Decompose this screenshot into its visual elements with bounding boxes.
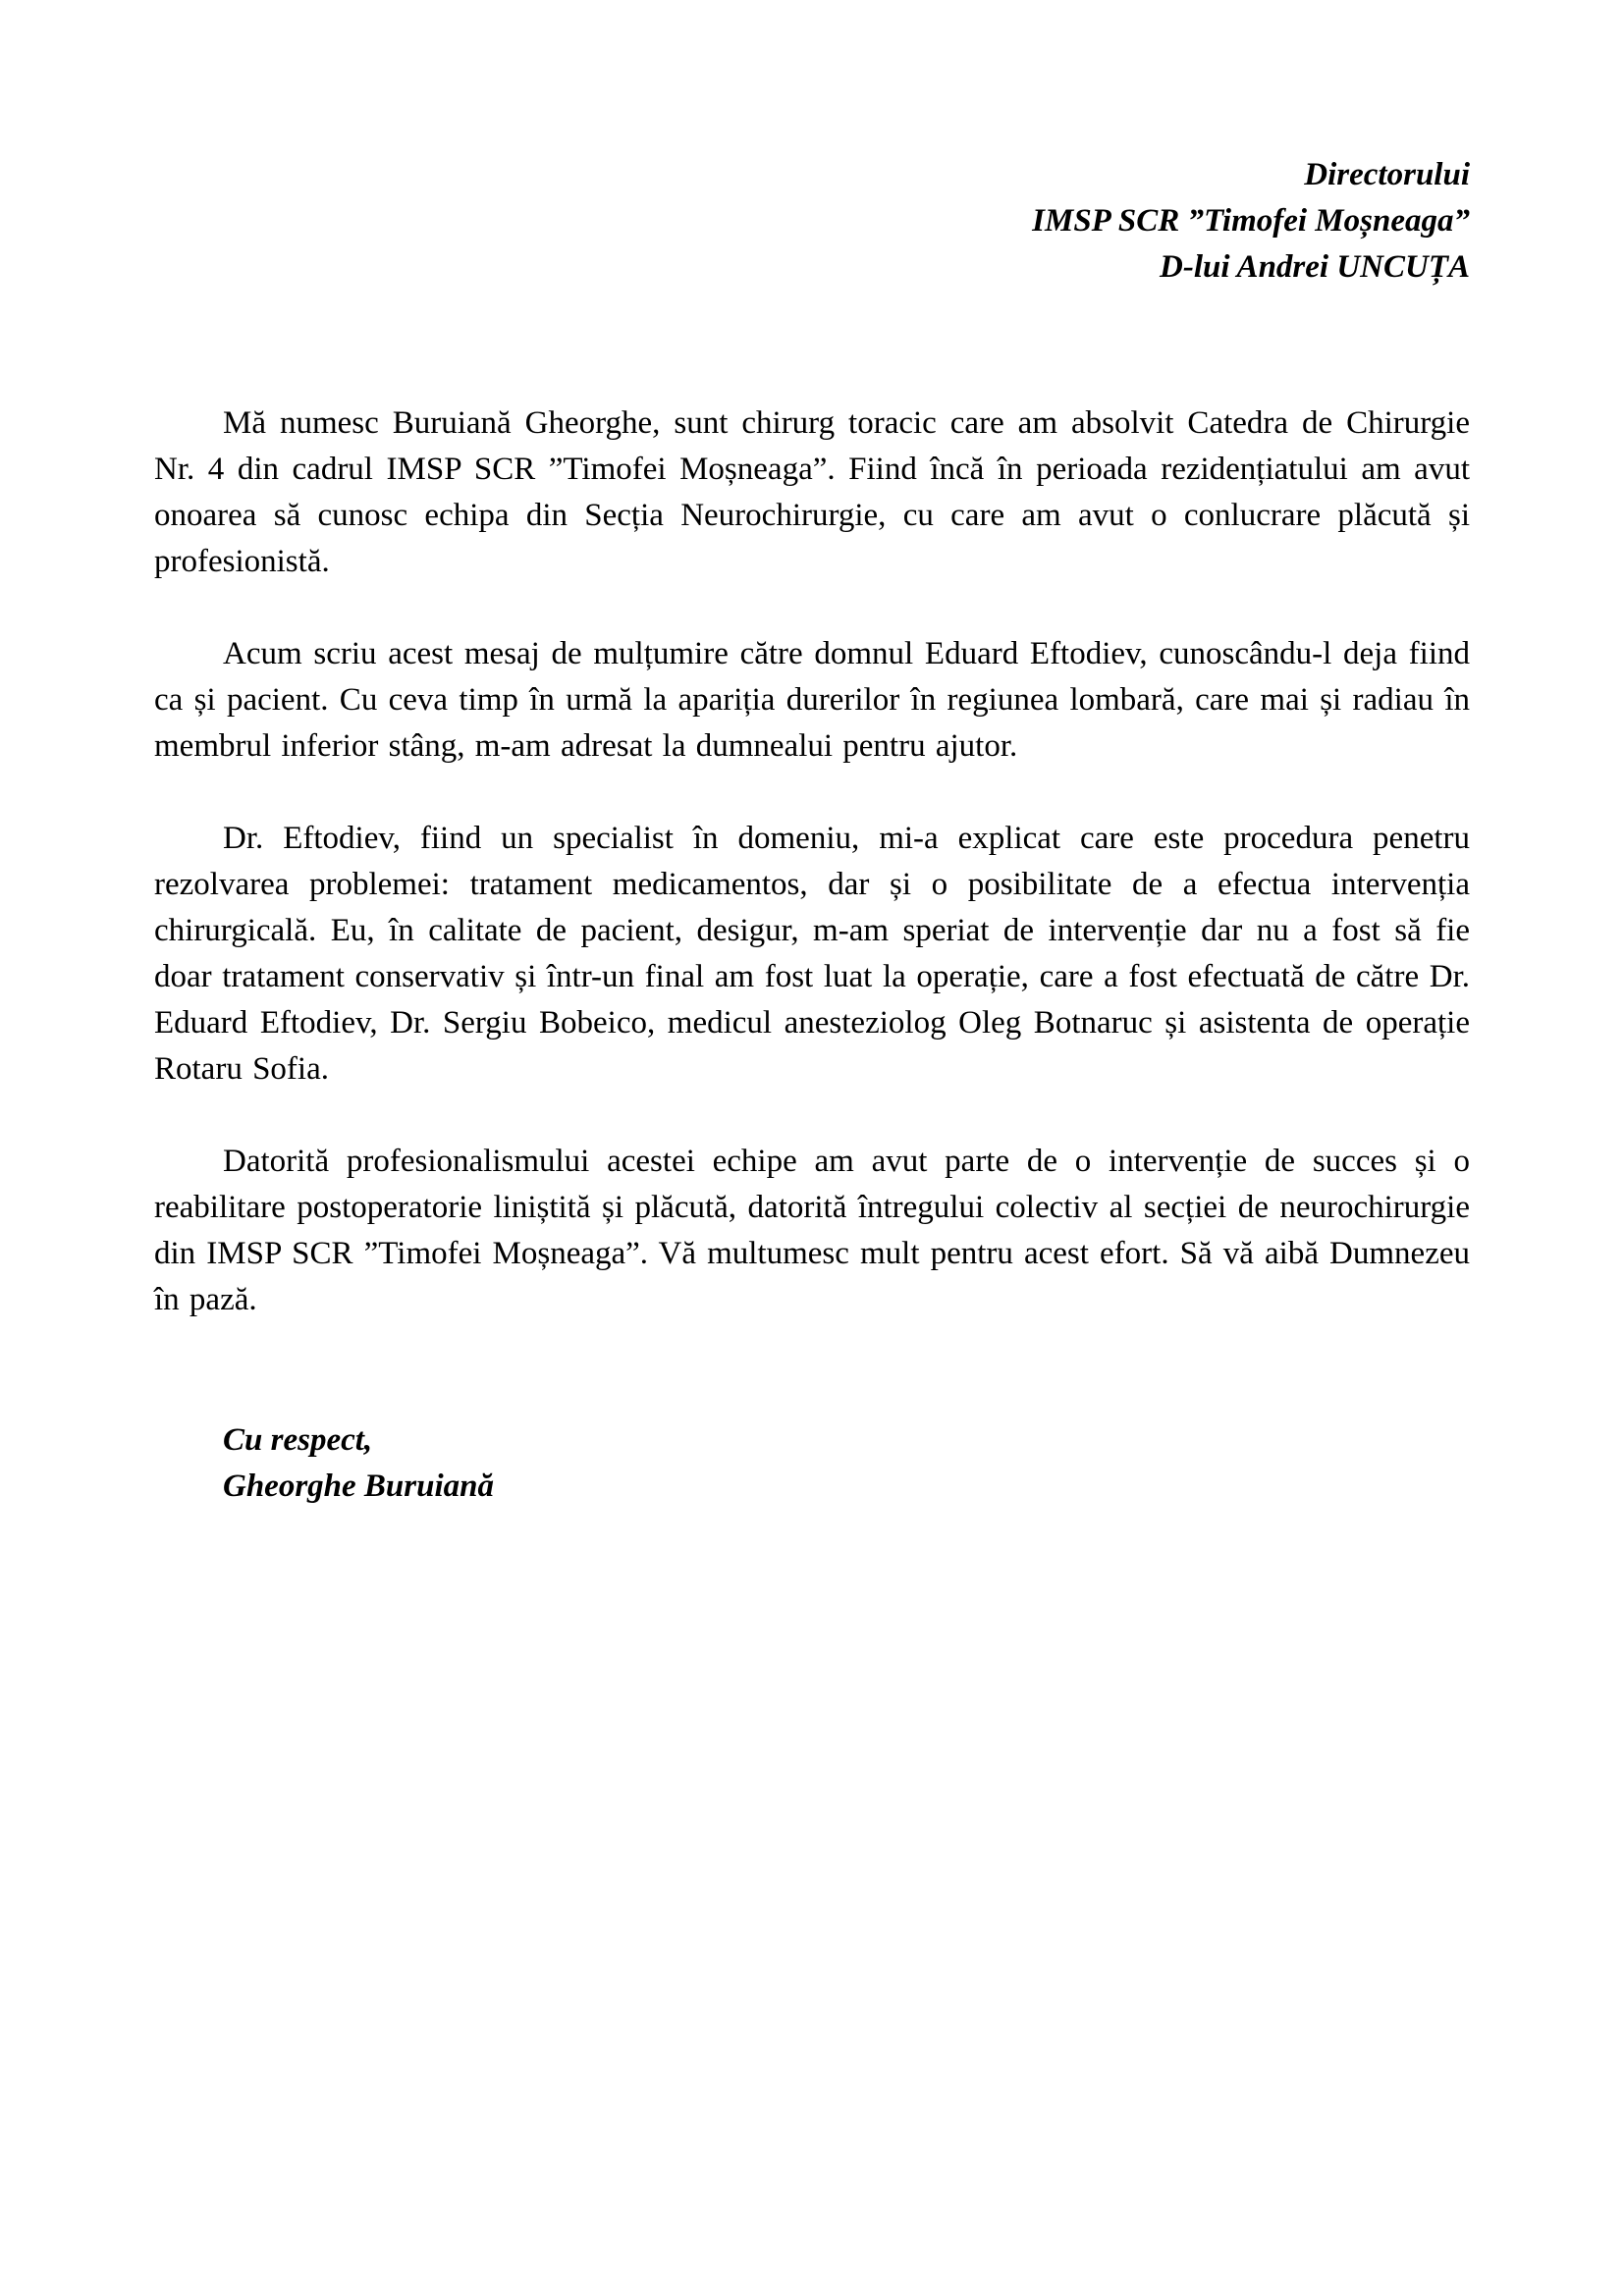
letter-content — [154, 152, 1470, 1510]
paragraph-introduction: Mă numesc Buruiană Gheorghe, sunt chirurg toracic care am absolvit Catedra de Chirurgie Nr. 4 din cadrul IMSP SCR ”Timofei Moșneaga”. Fiind încă în perioada rezidențiatului am avut onoarea să cunosc echipa din Secția Neurochirurgie, cu care am avut o conlucrare plăcută și profesionistă. — [154, 405, 1470, 579]
paragraph-treatment: Dr. Eftodiev, fiind un specialist în domeniu, mi-a explicat care este procedura penetru rezolvarea problemei: tratament medicamentos, dar și o posibilitate de a efectua intervenția chirurgicală. Eu, în calitate de pacient, desigur, m-am speriat de intervenție dar nu a fost să fie doar tratament conservativ și într-un final am fost luat la operație, care a fost efectuată de către Dr. Eduard Eftodiev, Dr. Sergiu Bobeico, medicul anesteziolog Oleg Botnaruc și asistenta de operație Rotaru Sofia. — [154, 821, 1470, 1087]
signature-name: Gheorghe Buruiană — [223, 1468, 495, 1504]
paragraph-gratitude: Datorită profesionalismului acestei echipe am avut parte de o intervenție de succes și o reabilitare postoperatorie liniștită și plăcută, datorită întregului colectiv al secției de neurochirurgie din IMSP SCR ”Timofei Moșneaga”. Vă multumesc mult pentru acest efort. Să vă aibă Dumnezeu în pază. — [154, 1144, 1470, 1317]
signature-block — [154, 1417, 1470, 1510]
paragraph-reason: Acum scriu acest mesaj de mulțumire către domnul Eduard Eftodiev, cunoscându-l deja fiind ca și pacient. Cu ceva timp în urmă la apariția durerilor în regiunea lombară, care mai și radiau în membrul inferior stâng, m-am adresat la dumnealui pentru ajutor. — [154, 636, 1470, 764]
recipient-block — [154, 152, 1470, 291]
signature-closing: Cu respect, — [223, 1422, 373, 1458]
recipient-title: Directorului — [1304, 157, 1470, 192]
recipient-name: D-lui Andrei UNCUȚA — [1160, 249, 1470, 285]
recipient-institution: IMSP SCR ”Timofei Moșneaga” — [1032, 203, 1470, 239]
